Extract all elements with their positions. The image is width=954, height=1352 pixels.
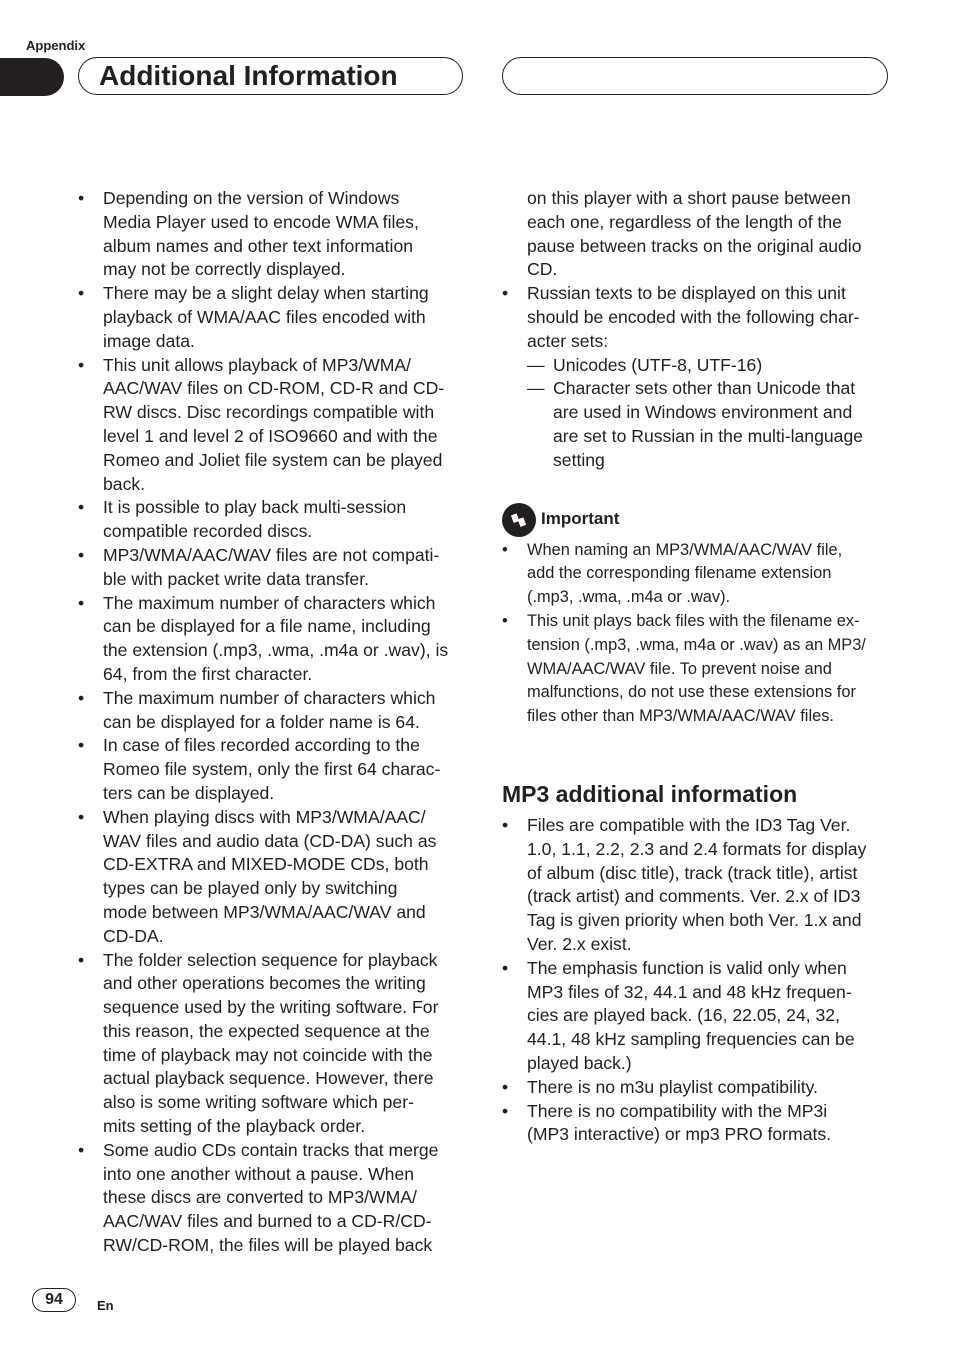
mp3-bullet-list: [502, 814, 892, 1147]
text-line: AAC/WAV files on CD-ROM, CD-R and CD-: [103, 378, 445, 399]
text-line: • This unit allows playback of MP3/WMA/: [103, 354, 411, 375]
text-line: should be encoded with the following char-: [527, 306, 860, 327]
list-item: [502, 814, 892, 957]
text-line: also is some writing software which per-: [103, 1092, 414, 1113]
text-line: Romeo file system, only the first 64 charac-: [103, 759, 441, 780]
text-line: setting: [553, 449, 605, 470]
page-number: 94: [32, 1288, 76, 1312]
russian-bullet-list: [502, 282, 892, 353]
text-line: are used in Windows environment and: [553, 402, 853, 423]
text-line: Romeo and Joliet file system can be played: [103, 449, 443, 470]
text-line: image data.: [103, 330, 195, 351]
text-line: (track artist) and comments. Ver. 2.x of ID3: [527, 886, 861, 907]
text-line: • Russian texts to be displayed on this unit: [527, 283, 846, 304]
dash-list: [502, 354, 892, 473]
list-item: [78, 282, 468, 353]
dash-symbol: —: [527, 378, 545, 399]
list-item: [78, 544, 468, 592]
text-line: Unicodes (UTF-8, UTF-16): [553, 354, 763, 375]
text-line: back.: [103, 473, 146, 494]
text-line: level 1 and level 2 of ISO9660 and with the: [103, 425, 438, 446]
text-line: album names and other text information: [103, 235, 414, 256]
text-line: • In case of files recorded according to the: [103, 735, 420, 756]
important-heading: [502, 503, 892, 537]
text-line: AAC/WAV files and burned to a CD-R/CD-: [103, 1211, 432, 1232]
text-line: can be displayed for a folder name is 64.: [103, 711, 420, 732]
text-line: Character sets other than Unicode that: [553, 378, 856, 399]
text-line: • Some audio CDs contain tracks that merge: [103, 1139, 439, 1160]
text-line: tension (.mp3, .wma, m4a or .wav) as an MP3/: [527, 635, 866, 654]
left-bullet-list: [78, 187, 468, 1258]
language-label: En: [97, 1298, 114, 1313]
text-line: on this player with a short pause between: [527, 188, 851, 208]
list-item: [78, 187, 468, 282]
text-line: each one, regardless of the length of the: [527, 211, 842, 232]
section-tab: [0, 58, 64, 96]
text-line: types can be played only by switching: [103, 878, 398, 899]
text-line: • The folder selection sequence for playback: [103, 949, 438, 970]
text-line: sequence used by the writing software. For: [103, 997, 439, 1018]
continued-paragraph: [502, 187, 892, 282]
text-line: (MP3 interactive) or mp3 PRO formats.: [527, 1124, 832, 1145]
text-line: Ver. 2.x exist.: [527, 933, 632, 954]
text-line: Media Player used to encode WMA files,: [103, 211, 419, 232]
text-line: mode between MP3/WMA/AAC/WAV and: [103, 901, 426, 922]
text-line: • This unit plays back files with the filename ex-: [527, 611, 860, 630]
text-line: MP3 files of 32, 44.1 and 48 kHz frequen-: [527, 981, 852, 1002]
text-line: playback of WMA/AAC files encoded with: [103, 306, 426, 327]
text-line: CD.: [527, 259, 558, 280]
left-column: [78, 187, 468, 1258]
list-item: [78, 1139, 468, 1258]
text-line: may not be correctly displayed.: [103, 259, 346, 280]
text-line: and other operations becomes the writing: [103, 973, 426, 994]
text-line: RW/CD-ROM, the files will be played back: [103, 1235, 433, 1256]
dash-symbol: —: [527, 354, 545, 375]
text-line: • Depending on the version of Windows: [103, 188, 400, 208]
list-item: [78, 354, 468, 497]
text-line: these discs are converted to MP3/WMA/: [103, 1187, 417, 1208]
text-line: RW discs. Disc recordings compatible with: [103, 402, 435, 423]
list-item: [78, 496, 468, 544]
text-line: ble with packet write data transfer.: [103, 568, 369, 589]
text-line: acter sets:: [527, 330, 609, 351]
text-line: played back.): [527, 1052, 632, 1073]
page-title: Additional Information: [99, 60, 398, 91]
list-item: [502, 539, 892, 610]
text-line: into one another without a pause. When: [103, 1163, 415, 1184]
text-line: Tag is given priority when both Ver. 1.x and: [527, 910, 862, 931]
text-line: add the corresponding filename extension: [527, 564, 832, 583]
title-box: [78, 57, 463, 95]
list-item: [78, 734, 468, 805]
text-line: compatible recorded discs.: [103, 521, 313, 542]
text-line: 1.0, 1.1, 2.2, 2.3 and 2.4 formats for display: [527, 838, 867, 859]
list-item: [78, 592, 468, 687]
section-label: Appendix: [26, 38, 86, 53]
text-line: • There may be a slight delay when starting: [103, 283, 429, 304]
mp3-heading: MP3 additional information: [502, 780, 798, 807]
list-item: [502, 1076, 892, 1100]
text-line: of album (disc title), track (track title), artist: [527, 862, 858, 883]
text-line: the extension (.mp3, .wma, .m4a or .wav), is: [103, 640, 449, 661]
text-line: • There is no compatibility with the MP3i: [527, 1100, 828, 1121]
text-line: WAV files and audio data (CD-DA) such as: [103, 830, 437, 851]
text-line: • There is no m3u playlist compatibility.: [527, 1076, 819, 1097]
text-line: • The maximum number of characters which: [103, 592, 436, 613]
dash-item: [502, 354, 892, 378]
list-item: [78, 806, 468, 949]
text-line: ters can be displayed.: [103, 782, 275, 803]
text-line: • The emphasis function is valid only when: [527, 957, 847, 978]
important-bullet-list: [502, 539, 892, 729]
text-line: • Files are compatible with the ID3 Tag Ver.: [527, 814, 851, 835]
text-line: this reason, the expected sequence at the: [103, 1020, 430, 1041]
dash-item: [502, 377, 892, 472]
text-line: pause between tracks on the original audio: [527, 235, 862, 256]
text-line: CD-DA.: [103, 925, 164, 946]
text-line: are set to Russian in the multi-language: [553, 425, 864, 446]
list-item: [78, 949, 468, 1139]
text-line: actual playback sequence. However, there: [103, 1068, 434, 1089]
text-line: 44.1, 48 kHz sampling frequencies can be: [527, 1029, 855, 1050]
text-line: • MP3/WMA/AAC/WAV files are not compati-: [103, 544, 440, 565]
text-line: time of playback may not coincide with the: [103, 1044, 433, 1065]
important-icon: [502, 503, 536, 537]
empty-header-box: [502, 57, 888, 95]
text-line: • When playing discs with MP3/WMA/AAC/: [103, 806, 426, 827]
text-line: • The maximum number of characters which: [103, 687, 436, 708]
text-line: files other than MP3/WMA/AAC/WAV files.: [527, 707, 834, 726]
text-line: • When naming an MP3/WMA/AAC/WAV file,: [527, 540, 843, 559]
text-line: cies are played back. (16, 22.05, 24, 32,: [527, 1005, 840, 1026]
important-label: Important: [541, 508, 620, 528]
text-line: mits setting of the playback order.: [103, 1116, 366, 1137]
list-item: [502, 957, 892, 1076]
text-line: 64, from the first character.: [103, 663, 313, 684]
text-line: CD-EXTRA and MIXED-MODE CDs, both: [103, 854, 429, 875]
text-line: (.mp3, .wma, .m4a or .wav).: [527, 588, 731, 607]
text-line: WMA/AAC/WAV file. To prevent noise and: [527, 659, 832, 678]
text-line: malfunctions, do not use these extensions for: [527, 683, 856, 702]
list-item: [502, 610, 892, 729]
list-item: [502, 1100, 892, 1148]
right-column: [502, 187, 892, 1147]
text-line: can be displayed for a file name, including: [103, 616, 431, 637]
text-line: • It is possible to play back multi-session: [103, 497, 407, 518]
list-item: [502, 282, 892, 353]
list-item: [78, 687, 468, 735]
